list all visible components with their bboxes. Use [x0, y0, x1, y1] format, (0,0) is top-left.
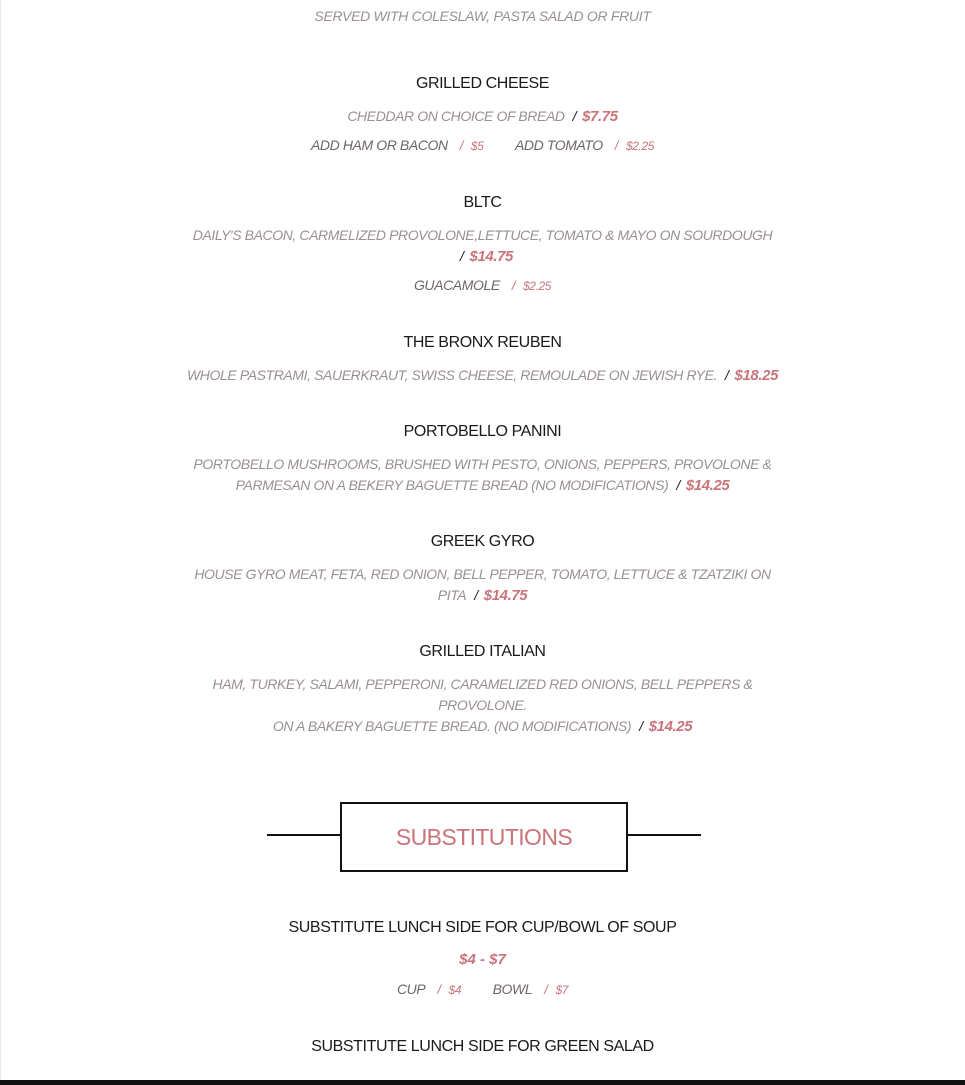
heading-rule-left — [267, 834, 341, 836]
item-title-grilled-cheese: GRILLED CHEESE — [415, 75, 550, 92]
addon-separator: / — [614, 138, 618, 153]
item-price: $14.25 — [685, 477, 730, 494]
addons-grilled-cheese — [0, 137, 965, 153]
addon-label: GUACAMOLE — [413, 277, 500, 293]
desc-line: ON A BAKERY BAGUETTE BREAD. (NO MODIFICATIONS) — [272, 718, 632, 734]
item-desc-grilled-italian — [170, 674, 795, 737]
desc-line: DAILY'S BACON, CARMELIZED PROVOLONE,LETTUCE, TOMATO & MAYO ON SOURDOUGH — [192, 227, 773, 243]
price-separator: / — [639, 718, 643, 734]
heading-rule-right — [627, 834, 701, 836]
price-separator: / — [474, 587, 478, 603]
desc-line: PITA — [437, 587, 467, 603]
item-desc-bltc — [180, 225, 785, 267]
item-desc-bronx-reuben — [160, 365, 805, 386]
soup-price-range: $4 - $7 — [459, 951, 506, 968]
item-title-portobello-panini: PORTOBELLO PANINI — [403, 423, 562, 440]
option-price: $4 — [448, 983, 462, 997]
addon-price: $2.25 — [626, 139, 655, 153]
desc-line: HOUSE GYRO MEAT, FETA, RED ONION, BELL PEPPER, TOMATO, LETTUCE & TZATZIKI ON — [194, 566, 771, 582]
option-cup — [397, 981, 461, 997]
option-label: BOWL — [492, 981, 533, 997]
option-price: $7 — [555, 983, 569, 997]
item-title-greek-gyro: GREEK GYRO — [430, 533, 535, 550]
desc-line: CHEDDAR ON CHOICE OF BREAD — [347, 108, 565, 124]
addon-separator: / — [459, 138, 463, 153]
item-title-bronx-reuben: THE BRONX REUBEN — [403, 334, 562, 351]
price-separator: / — [460, 248, 464, 264]
addon-guacamole — [414, 277, 551, 293]
desc-line: PARMESAN ON A BEKERY BAGUETTE BREAD (NO MODIFICATIONS) — [235, 477, 669, 493]
price-separator: / — [725, 367, 729, 383]
item-price: $14.75 — [483, 587, 528, 604]
bottom-border — [0, 1080, 965, 1085]
item-desc-greek-gyro — [180, 564, 785, 606]
item-title-salad-substitute: SUBSTITUTE LUNCH SIDE FOR GREEN SALAD — [311, 1038, 654, 1055]
item-desc-portobello-panini — [180, 454, 785, 496]
addon-separator: / — [511, 278, 516, 293]
item-price: $7.75 — [582, 108, 618, 125]
desc-line: WHOLE PASTRAMI, SAUERKRAUT, SWISS CHEESE, REMOULADE ON JEWISH RYE. — [186, 367, 718, 383]
soup-options — [0, 981, 965, 997]
item-title-soup-substitute: SUBSTITUTE LUNCH SIDE FOR CUP/BOWL OF SOUP — [288, 919, 677, 936]
option-bowl — [493, 981, 568, 997]
item-price: $14.75 — [469, 248, 513, 265]
item-title-grilled-italian: GRILLED ITALIAN — [419, 643, 546, 660]
item-desc-grilled-cheese — [180, 106, 785, 127]
addons-bltc — [0, 277, 965, 293]
option-label: CUP — [396, 981, 426, 997]
desc-line: HAM, TURKEY, SALAMI, PEPPERONI, CARAMELIZED RED ONIONS, BELL PEPPERS & PROVOLONE. — [212, 676, 753, 713]
price-separator: / — [572, 108, 577, 124]
option-separator: / — [437, 982, 441, 997]
item-title-bltc: BLTC — [463, 194, 502, 211]
addon-price: $2.25 — [523, 279, 552, 293]
desc-line: PORTOBELLO MUSHROOMS, BRUSHED WITH PESTO, ONIONS, PEPPERS, PROVOLONE & — [193, 456, 772, 472]
option-separator: / — [544, 982, 548, 997]
substitutions-heading-box — [340, 802, 628, 872]
addon-ham-or-bacon — [311, 137, 484, 153]
item-price: $18.25 — [734, 367, 779, 384]
item-price: $14.25 — [648, 718, 693, 735]
addon-label: ADD TOMATO — [514, 137, 603, 153]
price-separator: / — [676, 477, 680, 493]
addon-label: ADD HAM OR BACON — [310, 137, 448, 153]
substitutions-heading: SUBSTITUTIONS — [395, 823, 573, 850]
addon-price: $5 — [470, 139, 484, 153]
addon-tomato — [515, 137, 654, 153]
served-with-note: SERVED WITH COLESLAW, PASTA SALAD OR FRUIT — [314, 8, 651, 24]
